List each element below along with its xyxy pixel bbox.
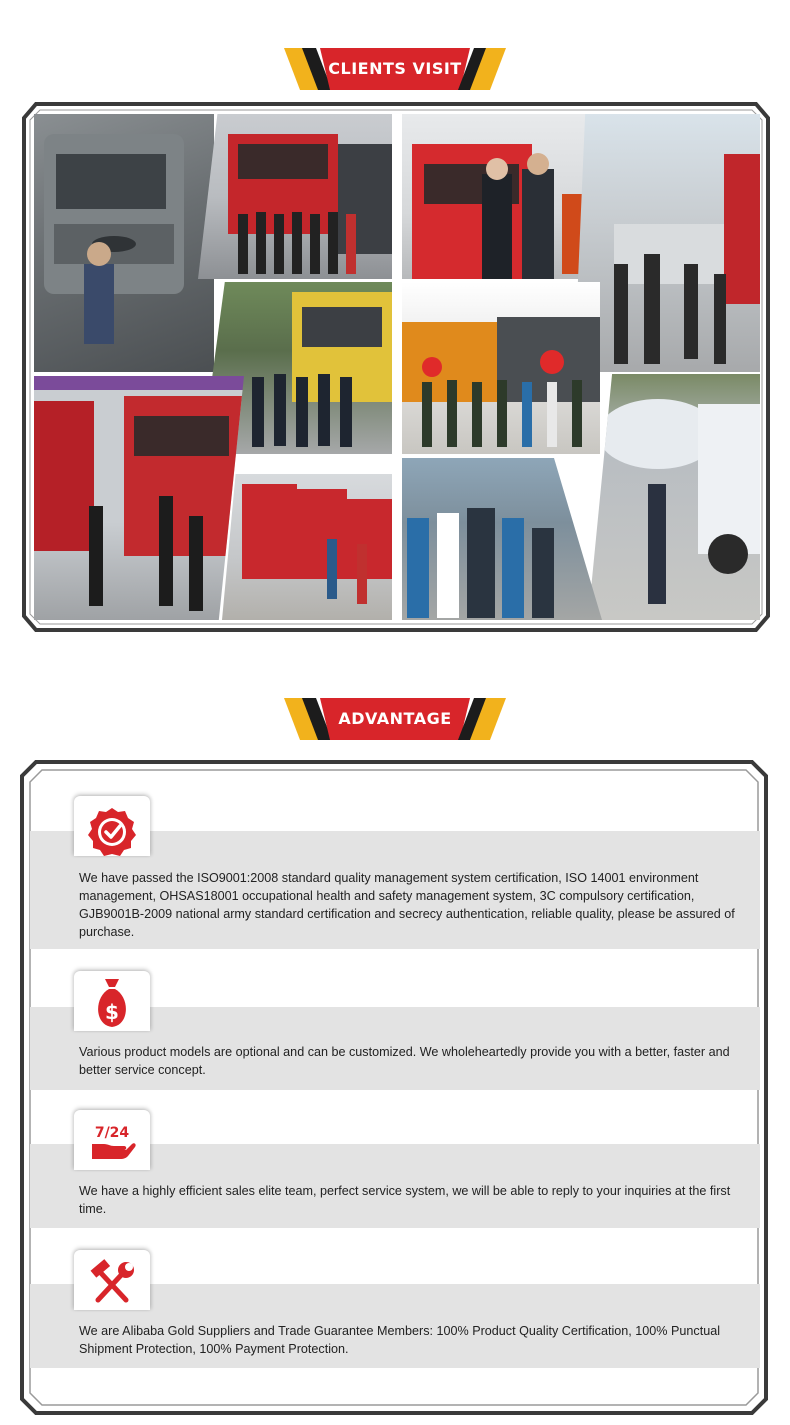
photo-client-visitors-trucks [574,114,760,372]
photo-client-handshake-foton [402,114,608,279]
certificate-check-icon [74,796,150,856]
service-24-7-icon [74,1110,150,1170]
advantage-item-text: We have a highly efficient sales elite team, perfect service system, we will be able to reply to your inquiries at the first time. [79,1184,731,1216]
clients-visit-title: CLIENTS VISIT [328,59,462,78]
group-people-graphic [198,114,392,279]
gallery-divider [395,114,399,620]
svg-text:$: $ [105,1000,119,1024]
photo-client-ribbon-orange-trucks [402,282,600,454]
advantage-banner [280,696,510,742]
money-bag-icon [74,971,150,1031]
photo-client-mixer-truck [588,374,760,620]
photo-client-red-trucks-row [222,474,392,620]
visitors-graphic [574,114,760,372]
advantage-title: ADVANTAGE [338,709,452,728]
ribbon-ceremony-graphic [402,282,600,454]
red-trucks-graphic [34,376,244,620]
handshake-graphic [402,114,608,279]
photo-client-grey-truck [34,114,214,372]
clients-visit-gallery [22,102,770,632]
clients-visit-banner [280,46,510,92]
advantage-item-text: We are Alibaba Gold Suppliers and Trade Guarantee Members: 100% Product Quality Certification, 100% Punctual Shipment Protection, 100% Payment Protection. [79,1324,721,1356]
advantage-item-text: Various product models are optional and can be customized. We wholeheartedly provide you with a better, faster and better service concept. [79,1045,730,1077]
advantage-item-text: We have passed the ISO9001:2008 standard quality management system certification, ISO 14001 environment management, OHSAS18001 occupational health and safety management system, 3C compulsory certification, GJB9001B-2009 national army standard certification and secrecy authentication, reliable quality, please be assured of purchase. [79,871,735,939]
wrench-hammer-icon [74,1250,150,1310]
photo-client-group-red-truck-1 [198,114,392,279]
service-hours-label: 7/24 [94,1125,130,1141]
red-trucks-graphic [222,474,392,620]
truck-cab-graphic [34,114,214,372]
mixer-truck-graphic [588,374,760,620]
photo-client-red-tractor-trucks [34,376,244,620]
